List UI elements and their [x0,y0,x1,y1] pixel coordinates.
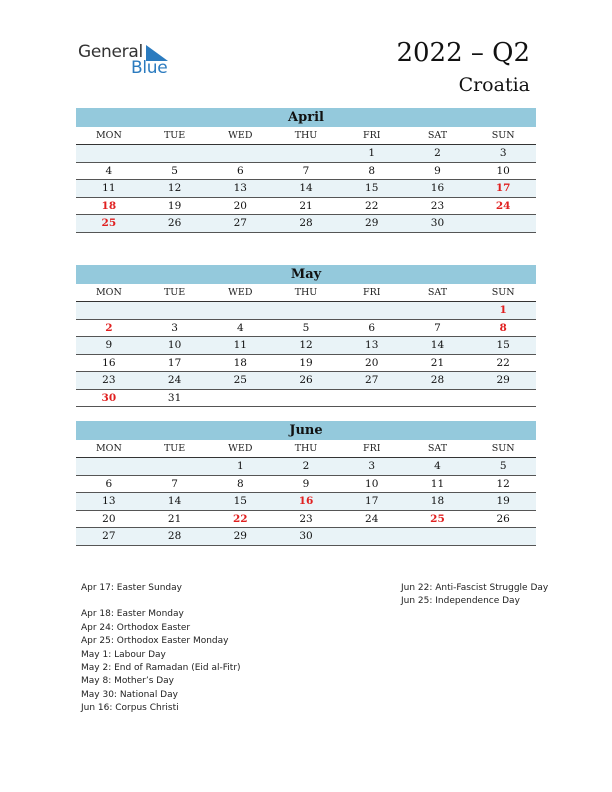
day-cell: 24 [365,512,379,525]
day-cell: 26 [167,217,182,229]
weekday-label: THU [294,130,318,141]
day-cell: 21 [299,199,313,212]
day-cell: 20 [365,356,379,369]
week-row [76,215,536,233]
month-title: May [76,265,536,284]
holiday-note: May 1: Labour Day [81,649,166,660]
day-cell: 24 [495,199,511,212]
weekday-label: MON [95,287,122,298]
day-cell [207,390,273,407]
day-cell: 25 [430,512,445,525]
day-cell: 29 [365,217,379,229]
weekday-label: SUN [491,287,515,298]
day-cell: 18 [233,356,247,369]
day-cell: 27 [102,530,116,542]
day-cell [470,215,536,232]
day-cell: 31 [167,391,182,404]
day-cell: 21 [167,512,182,525]
weekday-label: THU [294,287,318,298]
weekday-label: TUE [163,287,186,298]
day-cell: 28 [430,374,445,386]
day-cell: 9 [434,164,441,177]
country-name: Croatia [458,74,530,96]
month-may [76,265,536,407]
day-cell: 4 [236,321,244,334]
weekday-label: FRI [362,130,381,141]
week-row [76,511,536,529]
week-row [76,180,536,198]
day-cell [273,302,339,319]
day-cell [207,145,273,162]
holiday-note: Apr 25: Orthodox Easter Monday [81,636,229,647]
holiday-note: May 8: Mother’s Day [81,676,175,687]
day-cell: 8 [368,164,376,177]
weekday-label: WED [228,130,253,141]
day-cell: 6 [236,164,244,177]
day-cell [405,302,471,319]
day-cell: 10 [167,339,182,351]
day-cell [339,390,405,407]
weekday-label: TUE [163,443,186,454]
day-cell: 18 [101,199,117,212]
day-cell: 5 [499,460,507,472]
day-cell [76,145,142,162]
week-row [76,198,536,216]
day-cell: 19 [299,356,313,369]
day-cell: 19 [496,495,510,507]
day-cell [470,528,536,545]
day-cell: 15 [365,182,379,194]
day-cell: 5 [171,164,178,177]
day-cell: 2 [302,460,310,472]
day-cell: 29 [233,530,247,542]
day-cell: 17 [495,182,511,194]
day-cell [273,390,339,407]
holiday-note: Apr 17: Easter Sunday [81,583,182,593]
day-cell: 2 [434,147,441,159]
week-row [76,458,536,476]
day-cell: 3 [499,147,507,159]
day-cell: 15 [496,339,510,351]
day-cell: 10 [496,164,510,177]
week-row [76,528,536,546]
day-cell: 8 [499,321,507,334]
day-cell: 9 [302,477,310,490]
weekday-label: THU [294,443,318,454]
day-cell [405,528,471,545]
day-cell: 21 [430,356,445,369]
holiday-note: May 30: National Day [81,689,178,700]
day-cell: 7 [302,164,310,177]
day-cell: 8 [236,477,244,490]
week-row [76,493,536,511]
day-cell: 16 [298,495,314,507]
week-row [76,390,536,408]
weekday-label: TUE [163,130,186,141]
weekday-label: FRI [362,443,381,454]
weekday-label: SAT [427,287,448,298]
day-cell [76,302,142,319]
day-cell: 11 [233,339,247,351]
day-cell: 28 [167,530,182,542]
month-title: June [76,421,536,440]
week-row [76,337,536,355]
day-cell: 16 [430,182,445,194]
weekday-label: FRI [362,287,381,298]
day-cell: 29 [496,374,510,386]
generalblue-logo [78,42,178,82]
day-cell: 30 [430,217,445,229]
weekday-label: SUN [491,443,515,454]
day-cell [273,145,339,162]
day-cell: 16 [102,356,116,369]
day-cell: 7 [171,477,178,490]
day-cell: 14 [299,182,313,194]
day-cell: 27 [233,217,247,229]
month-title: April [76,108,536,127]
day-cell: 12 [167,182,182,194]
day-cell: 30 [299,530,313,542]
day-cell: 1 [236,460,244,472]
day-cell [339,528,405,545]
day-cell: 30 [101,391,117,404]
day-cell [142,302,208,319]
holiday-note: May 2: End of Ramadan (Eid al-Fitr) [81,663,241,674]
week-row [76,355,536,373]
day-cell: 25 [233,374,247,386]
day-cell: 26 [299,374,313,386]
weekday-label: WED [228,287,253,298]
day-cell: 17 [167,356,182,369]
weekday-label: WED [228,443,253,454]
day-cell: 1 [368,147,376,159]
weekday-header-row [76,284,536,302]
day-cell: 22 [232,512,248,525]
day-cell: 10 [365,477,379,490]
day-cell: 13 [365,339,379,351]
day-cell: 18 [430,495,445,507]
week-row [76,320,536,338]
day-cell [339,302,405,319]
week-row [76,302,536,320]
day-cell: 19 [167,199,182,212]
weekday-label: SUN [491,130,515,141]
day-cell: 14 [167,495,182,507]
weekday-label: MON [95,130,122,141]
month-june [76,421,536,546]
day-cell: 5 [302,321,310,334]
holiday-note: Apr 24: Orthodox Easter [81,622,191,633]
week-row [76,372,536,390]
day-cell: 4 [434,460,441,472]
day-cell: 28 [299,217,313,229]
logo-text-general: General [78,42,143,62]
weekday-header-row [76,127,536,145]
day-cell: 17 [365,495,379,507]
day-cell [405,390,471,407]
holiday-notes-left [81,582,321,716]
day-cell: 1 [499,304,507,316]
day-cell: 3 [368,460,376,472]
day-cell: 11 [102,182,116,194]
day-cell: 12 [496,477,510,490]
day-cell [207,302,273,319]
weekday-header-row [76,440,536,458]
day-cell [142,145,208,162]
holiday-note: Jun 22: Anti-Fascist Struggle Day [401,583,549,593]
page-title: 2022 – Q2 [396,38,530,68]
day-cell: 22 [496,356,510,369]
holiday-notes-right [401,582,551,609]
month-april [76,108,536,233]
day-cell: 20 [102,512,116,525]
day-cell: 4 [105,164,113,177]
day-cell [76,458,142,475]
day-cell: 9 [105,339,113,351]
day-cell: 25 [101,217,117,229]
day-cell: 2 [105,321,113,334]
day-cell: 13 [233,182,247,194]
day-cell [142,458,208,475]
weekday-label: SAT [427,443,448,454]
day-cell: 7 [434,321,441,334]
holiday-note: Jun 25: Independence Day [401,596,520,607]
day-cell: 23 [430,199,445,212]
day-cell: 26 [496,512,510,525]
holiday-note: Apr 18: Easter Monday [81,609,184,620]
day-cell: 23 [102,374,116,386]
week-row [76,476,536,494]
day-cell: 24 [167,374,182,386]
day-cell: 6 [105,477,113,490]
day-cell: 6 [368,321,376,334]
weekday-label: MON [95,443,122,454]
day-cell: 12 [299,339,313,351]
day-cell: 11 [430,477,445,490]
day-cell: 3 [171,321,178,334]
day-cell: 22 [365,199,379,212]
day-cell: 27 [365,374,379,386]
day-cell: 20 [233,199,247,212]
week-row [76,145,536,163]
day-cell: 14 [430,339,445,351]
day-cell: 23 [299,512,313,525]
logo-text-blue: Blue [131,58,168,78]
day-cell [470,390,536,407]
day-cell: 15 [233,495,247,507]
week-row [76,163,536,181]
day-cell: 13 [102,495,116,507]
holiday-note: Jun 16: Corpus Christi [81,703,179,714]
weekday-label: SAT [427,130,448,141]
